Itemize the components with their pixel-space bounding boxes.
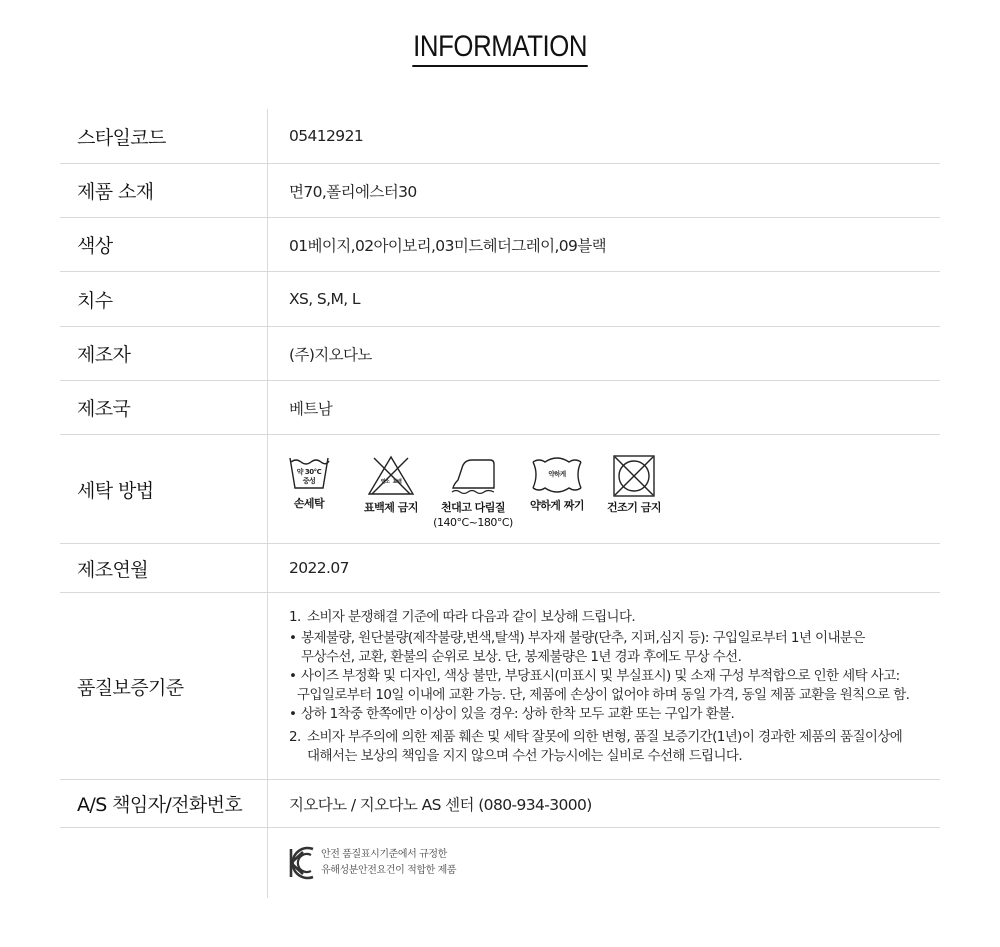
kc-line-1: 안전 품질표시기준에서 규정한 [321, 849, 447, 860]
caption-no-tumble-dry: 건조기 금지 [607, 501, 661, 514]
value-style-code: 05412921 [289, 127, 364, 145]
gentle-wring-text: 약하게 [548, 470, 566, 478]
row-color [60, 218, 940, 272]
value-size: XS, S,M, L [289, 290, 360, 308]
hand-wash-neutral: 중성 [302, 477, 316, 485]
label-quality: 품질보증기준 [60, 593, 268, 779]
care-item-gentle-wring [517, 454, 597, 513]
hand-wash-temp: 약 30°C [296, 468, 322, 476]
label-color: 색상 [60, 218, 268, 271]
caption-no-bleach: 표백제 금지 [364, 501, 418, 514]
quality-p2a: 소비자 부주의에 의한 제품 훼손 및 세탁 잘못에 의한 변형, 품질 보증기간(1년)이 경과한 제품의 품질이상에 [307, 729, 903, 745]
row-washing [60, 435, 940, 544]
hand-wash-icon [288, 454, 330, 492]
gentle-wring-icon [529, 454, 585, 494]
row-material [60, 164, 940, 218]
value-color: 01베이지,02아이보리,03미드헤더그레이,09블랙 [289, 236, 607, 255]
page-title-wrap [0, 30, 1000, 67]
label-maker: 제조자 [60, 327, 268, 380]
care-icons [289, 454, 669, 530]
care-item-no-tumble-dry [599, 454, 669, 515]
caption-iron: 천대고 다림질 [440, 501, 506, 514]
caption-gentle-wring: 약하게 짜기 [530, 499, 584, 512]
label-washing: 세탁 방법 [60, 435, 268, 543]
label-date: 제조연월 [60, 544, 268, 592]
kc-mark-icon [289, 844, 315, 882]
row-kc [60, 828, 940, 898]
quality-b1b: 무상수선, 교환, 환불의 순위로 보상. 단, 봉제불량은 1년 경과 후에도 무상 수선. [301, 649, 742, 665]
quality-num-1: 1. [289, 609, 301, 625]
row-style-code [60, 109, 940, 164]
bullet-icon: • [289, 706, 297, 722]
kc-certification [289, 844, 456, 882]
quality-b2a: 사이즈 부정확 및 디자인, 색상 불만, 부당표시(미표시 및 부실표시) 및 소재 구성 부적합으로 인한 세탁 사고: [301, 668, 900, 684]
row-country [60, 381, 940, 435]
iron-icon [450, 454, 496, 496]
quality-p2b: 대해서는 보상의 책임을 지지 않으며 수선 가능시에는 실비로 수선해 드립니다. [307, 748, 743, 764]
value-quality [268, 593, 940, 779]
quality-num-2: 2. [289, 729, 301, 745]
row-size [60, 272, 940, 327]
label-as: A/S 책임자/전화번호 [60, 780, 268, 827]
no-bleach-chlorine: 염소 [380, 479, 390, 485]
quality-b2b: 구입일로부터 10일 이내에 교환 가능. 단, 제품에 손상이 없어야 하며 동일 가격, 동일 제품 교환을 원칙으로 함. [297, 687, 910, 703]
label-size: 치수 [60, 272, 268, 326]
info-table [60, 109, 940, 898]
no-bleach-bleach: 표백 [392, 479, 402, 485]
quality-b3: 상하 1착중 한쪽에만 이상이 있을 경우: 상하 한착 모두 교환 또는 구입가 환불. [301, 706, 735, 722]
quality-p1: 소비자 분쟁해결 기준에 따라 다음과 같이 보상해 드립니다. [307, 609, 636, 625]
label-material: 제품 소재 [60, 164, 268, 217]
row-maker [60, 327, 940, 381]
caption-iron-temp: (140°C~180°C) [433, 516, 513, 529]
care-item-hand-wash [289, 454, 329, 511]
value-date: 2022.07 [289, 559, 349, 577]
value-as: 지오다노 / 지오다노 AS 센터 (080-934-3000) [289, 795, 592, 814]
row-date [60, 544, 940, 593]
quality-b1a: 봉제불량, 원단불량(제작불량,변색,탈색) 부자재 불량(단추, 지퍼,심지 등): 구입일로부터 1년 이내분은 [301, 630, 865, 646]
care-item-no-bleach [341, 454, 441, 515]
value-material: 면70,폴리에스터30 [289, 182, 417, 201]
care-item-iron [433, 454, 513, 530]
bullet-icon: • [289, 630, 297, 646]
caption-hand-wash: 손세탁 [293, 497, 325, 510]
no-tumble-dry-icon [612, 454, 656, 498]
row-as [60, 780, 940, 828]
value-washing [268, 435, 940, 543]
no-bleach-icon [366, 454, 416, 496]
bullet-icon: • [289, 668, 297, 684]
label-style-code: 스타일코드 [60, 109, 268, 163]
label-kc-empty [60, 828, 268, 898]
row-quality [60, 593, 940, 780]
page-title: INFORMATION [412, 30, 588, 67]
value-maker: (주)지오다노 [289, 345, 372, 364]
label-country: 제조국 [60, 381, 268, 434]
kc-line-2: 유해성분안전요건이 적합한 제품 [321, 865, 457, 876]
value-country: 베트남 [289, 399, 333, 418]
